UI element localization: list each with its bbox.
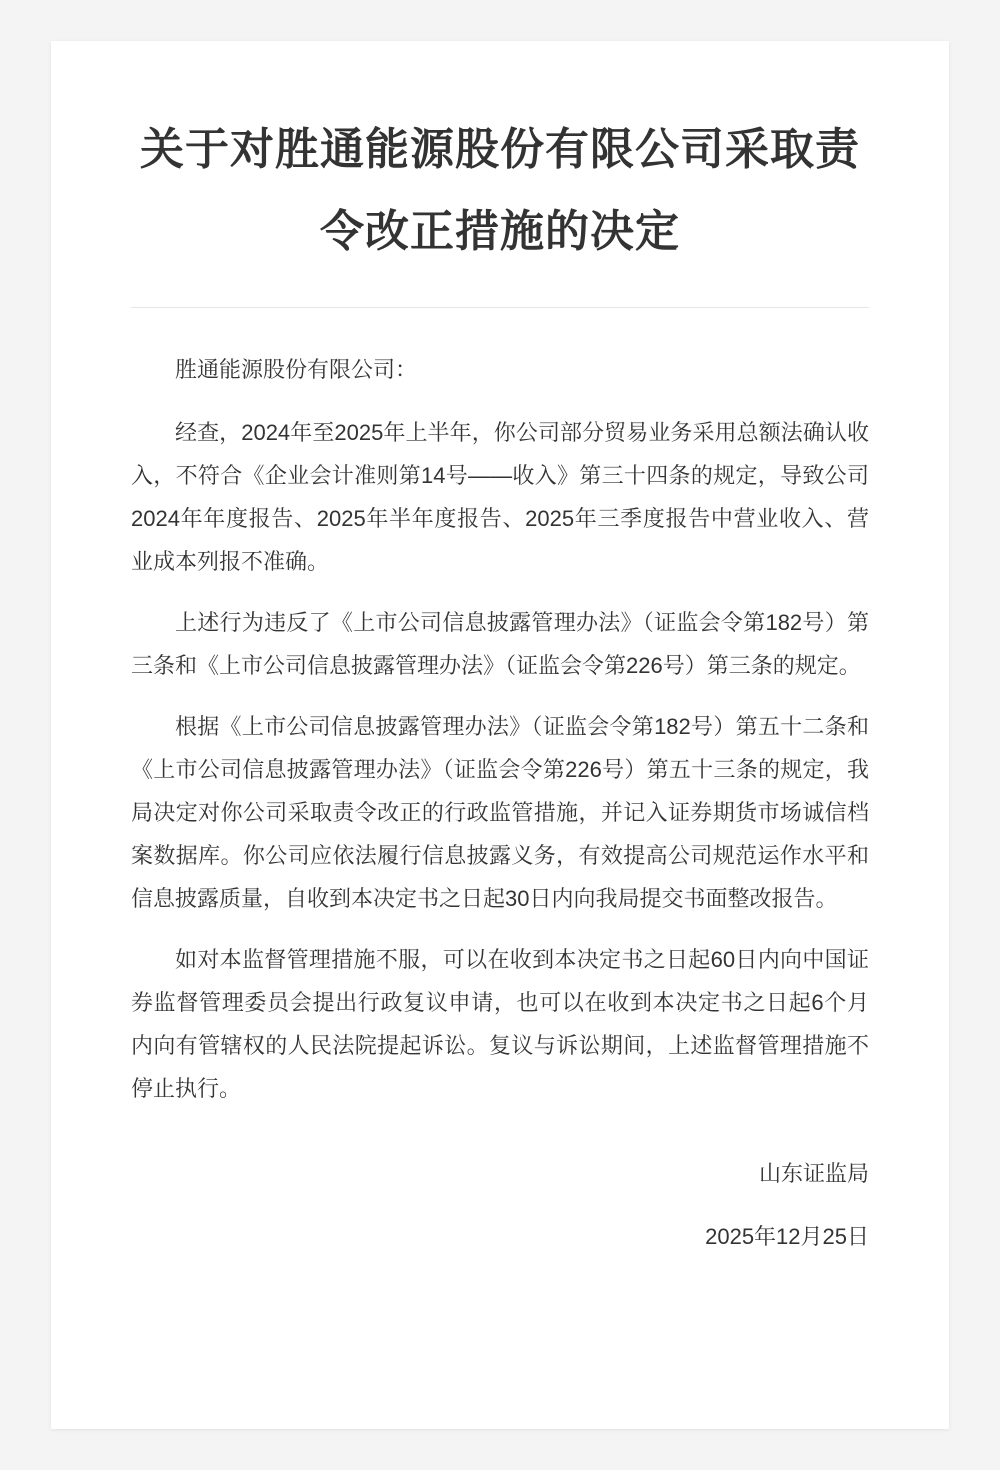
signature-date: 2025年12月25日 [705,1224,869,1249]
paragraph-violation: 上述行为违反了《上市公司信息披露管理办法》（证监会令第182号）第三条和《上市公司信息披露管理办法》（证监会令第226号）第三条的规定。 [131,610,869,678]
document-title: 关于对胜通能源股份有限公司采取责令改正措施的决定 [140,125,860,256]
document-card [51,41,949,1429]
paragraph-findings: 经查，2024年至2025年上半年，你公司部分贸易业务采用总额法确认收入，不符合《企业会计准则第14号——收入》第三十四条的规定，导致公司2024年年度报告、2025年半年度报告、2025年三季度报告中营业收入、营业成本列报不准确。 [131,420,869,574]
paragraph-appeal: 如对本监督管理措施不服，可以在收到本决定书之日起60日内向中国证券监督管理委员会提出行政复议申请，也可以在收到本决定书之日起6个月内向有管辖权的人民法院提起诉讼。复议与诉讼期间，上述监督管理措施不停止执行。 [131,947,869,1101]
paragraph-decision: 根据《上市公司信息披露管理办法》（证监会令第182号）第五十二条和《上市公司信息披露管理办法》（证监会令第226号）第五十三条的规定，我局决定对你公司采取责令改正的行政监管措施，并记入证券期货市场诚信档案数据库。你公司应依法履行信息披露义务，有效提高公司规范运作水平和信息披露质量，自收到本决定书之日起30日内向我局提交书面整改报告。 [131,714,869,911]
document-body [131,308,869,1258]
signature-organization: 山东证监局 [758,1161,869,1186]
salutation: 胜通能源股份有限公司： [175,357,418,382]
